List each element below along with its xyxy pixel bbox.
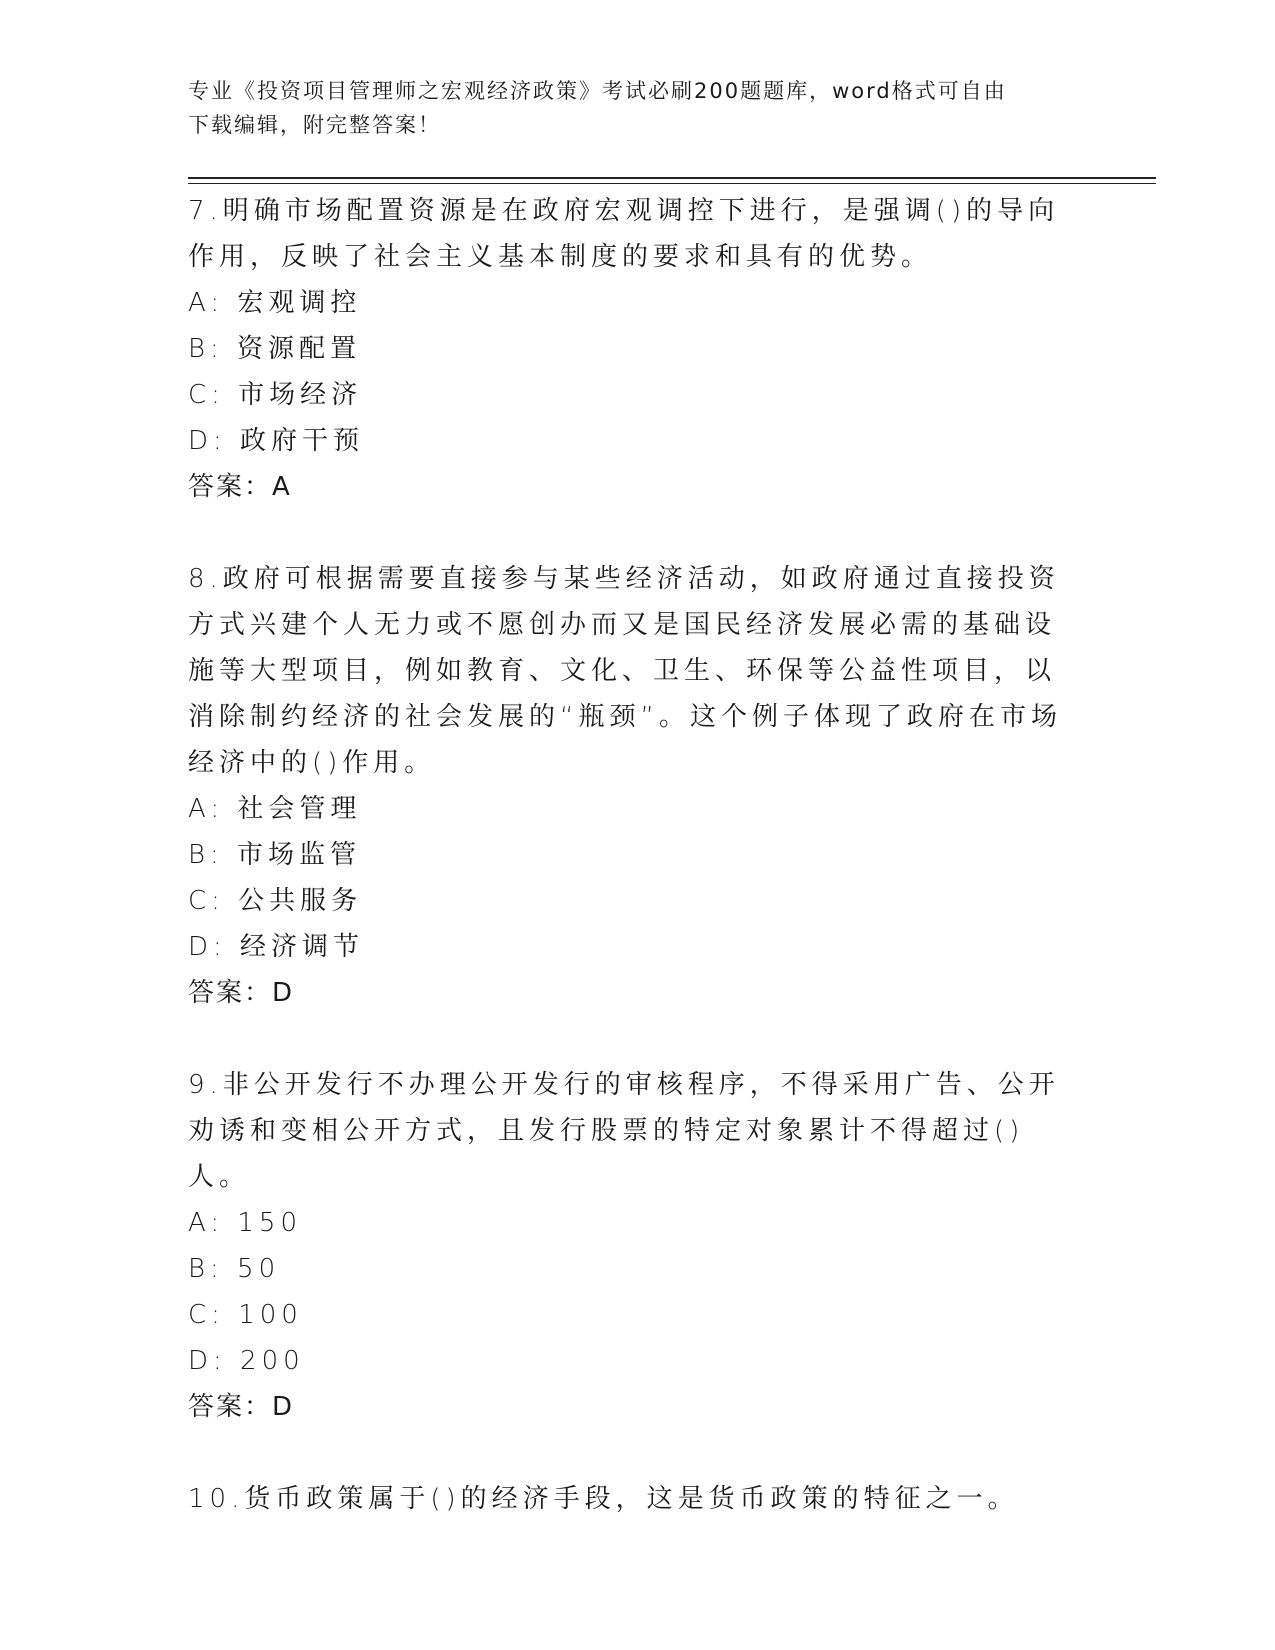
option-d: D: 政府干预: [188, 426, 365, 456]
question-7: [188, 188, 1068, 510]
option-b: B: 市场监管: [188, 840, 362, 870]
question-stem: 10.货币政策属于()的经济手段，这是货币政策的特征之一。: [188, 1484, 1019, 1514]
answer: 答案：D: [188, 1392, 295, 1422]
header-divider-thin: [188, 183, 1156, 184]
answer: 答案：D: [188, 978, 295, 1008]
question-8: [188, 556, 1068, 1016]
option-b: B: 50: [188, 1254, 281, 1284]
option-c: C: 市场经济: [188, 380, 363, 410]
option-a: A: 150: [188, 1208, 302, 1238]
document-header: [188, 74, 1068, 142]
header-divider-thick: [188, 177, 1156, 179]
header-line-1: 专业《投资项目管理师之宏观经济政策》考试必刷200题题库，word格式可自由: [188, 79, 1007, 103]
option-a: A: 社会管理: [188, 794, 362, 824]
option-c: C: 公共服务: [188, 886, 363, 916]
question-stem: 9.非公开发行不办理公开发行的审核程序，不得采用广告、公开劝诱和变相公开方式，且发行股票的特定对象累计不得超过()人。: [188, 1070, 1060, 1192]
question-list: [188, 188, 1068, 1568]
question-stem: 7.明确市场配置资源是在政府宏观调控下进行，是强调()的导向作用，反映了社会主义基本制度的要求和具有的优势。: [188, 196, 1060, 272]
option-a: A: 宏观调控: [188, 288, 362, 318]
option-d: D: 经济调节: [188, 932, 365, 962]
question-10: [188, 1476, 1068, 1522]
option-c: C: 100: [188, 1300, 303, 1330]
answer: 答案：A: [188, 472, 292, 502]
question-stem: 8.政府可根据需要直接参与某些经济活动，如政府通过直接投资方式兴建个人无力或不愿创办而又是国民经济发展必需的基础设施等大型项目，例如教育、文化、卫生、环保等公益性项目，以消除制约经济的社会发展的“瓶颈”。这个例子体现了政府在市场经济中的()作用。: [188, 564, 1062, 778]
header-line-2: 下载编辑，附完整答案！: [188, 113, 441, 137]
option-b: B: 资源配置: [188, 334, 362, 364]
option-d: D: 200: [188, 1346, 305, 1376]
question-9: [188, 1062, 1068, 1430]
